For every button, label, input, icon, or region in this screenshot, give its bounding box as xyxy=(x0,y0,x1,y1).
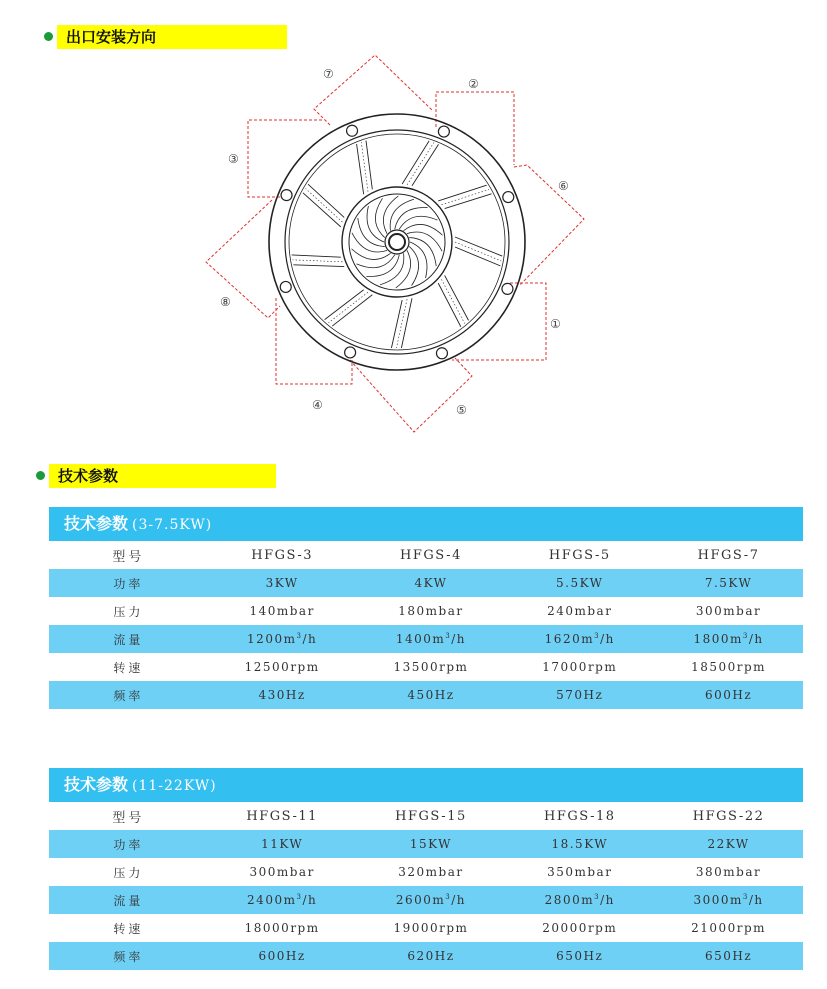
table-range: (11-22KW) xyxy=(132,778,217,794)
table-cell: 7.5KW xyxy=(704,576,753,590)
row-label: 转速 xyxy=(113,921,144,936)
guide-vane xyxy=(438,185,491,208)
outlet-outline-1 xyxy=(452,283,546,360)
label-7: ⑦ xyxy=(323,67,334,81)
guide-vane xyxy=(357,141,373,195)
table-cell: 320mbar xyxy=(398,865,464,879)
row-label: 压力 xyxy=(113,604,144,619)
table-cell: 450Hz xyxy=(407,688,455,702)
model-name: HFGS-7 xyxy=(697,547,760,563)
outlet-outline-3 xyxy=(248,120,322,197)
table-cell: 12500rpm xyxy=(244,660,320,674)
table-cell: 600Hz xyxy=(258,949,306,963)
table-cell: $2800m^3/h$ xyxy=(544,893,615,907)
section-title: 技术参数 xyxy=(49,464,276,488)
table-cell: 570Hz xyxy=(556,688,604,702)
table-row xyxy=(49,681,803,709)
model-name: HFGS-4 xyxy=(400,547,462,563)
table-cell: 4KW xyxy=(414,576,448,590)
label-3: ③ xyxy=(228,152,239,166)
table-cell: 20000rpm xyxy=(542,921,618,935)
model-name: HFGS-3 xyxy=(251,547,314,563)
table-cell: 300mbar xyxy=(249,865,315,879)
table-header-row xyxy=(49,541,803,569)
guide-vane xyxy=(391,298,412,348)
table-row xyxy=(49,653,803,681)
table-cell: 430Hz xyxy=(258,688,306,702)
table-cell: $1200m^3/h$ xyxy=(247,632,318,646)
table-title-bar xyxy=(49,768,803,802)
outlet-outline-8 xyxy=(206,200,280,318)
table-row xyxy=(49,830,803,858)
table-cell: 3KW xyxy=(265,576,299,590)
table-cell: 180mbar xyxy=(398,604,464,618)
guide-vane xyxy=(455,237,502,266)
table-cell: 18000rpm xyxy=(244,921,320,935)
row-label: 流量 xyxy=(113,632,144,647)
table-cell: 21000rpm xyxy=(691,921,767,935)
table-cell: 19000rpm xyxy=(393,921,469,935)
row-label: 型号 xyxy=(112,549,145,565)
bolt-hole-icon xyxy=(502,283,513,294)
model-name: HFGS-15 xyxy=(395,808,467,824)
guide-vane xyxy=(438,275,468,326)
table-row xyxy=(49,858,803,886)
table-cell: $3000m^3/h$ xyxy=(693,893,764,907)
section-heading-tech xyxy=(36,464,281,488)
spec-table-large xyxy=(49,768,803,970)
row-label: 流量 xyxy=(113,893,144,908)
label-6: ⑥ xyxy=(558,179,569,193)
table-range: (3-7.5KW) xyxy=(132,517,213,533)
table-cell: $2600m^3/h$ xyxy=(395,893,467,907)
table-cell: 22KW xyxy=(707,837,750,851)
row-label: 型号 xyxy=(112,810,145,826)
table-cell: $2400m^3/h$ xyxy=(247,893,318,907)
table-cell: 18.5KW xyxy=(551,837,609,851)
table-row xyxy=(49,942,803,970)
table-row xyxy=(49,914,803,942)
outlet-direction-diagram xyxy=(0,0,827,460)
row-label: 功率 xyxy=(113,576,144,591)
model-name: HFGS-18 xyxy=(543,808,616,824)
guide-vane xyxy=(325,290,373,326)
bolt-hole-icon xyxy=(281,190,292,201)
spec-table-small xyxy=(49,507,803,709)
model-name: HFGS-11 xyxy=(246,808,318,824)
table-cell: 620Hz xyxy=(407,949,455,963)
guide-vane xyxy=(292,255,345,267)
table-row xyxy=(49,886,803,914)
model-name: HFGS-5 xyxy=(548,547,611,563)
guide-vane xyxy=(402,141,438,186)
table-cell: 350mbar xyxy=(547,865,613,879)
row-label: 功率 xyxy=(113,837,144,852)
row-label: 频率 xyxy=(113,949,144,964)
bolt-hole-icon xyxy=(436,348,447,359)
table-cell: 13500rpm xyxy=(393,660,469,674)
bolt-hole-icon xyxy=(438,126,449,137)
table-cell: $1400m^3/h$ xyxy=(395,632,467,646)
table-cell: 300mbar xyxy=(695,604,762,618)
table-row xyxy=(49,625,803,653)
model-name: HFGS-22 xyxy=(692,808,765,824)
table-title: 技术参数 xyxy=(64,514,129,533)
table-header-row xyxy=(49,802,803,830)
table-cell: 240mbar xyxy=(547,604,613,618)
table-cell: 5.5KW xyxy=(556,576,604,590)
table-cell: 600Hz xyxy=(704,688,753,702)
table-row xyxy=(49,597,803,625)
label-1: ① xyxy=(550,317,561,331)
table-cell: 15KW xyxy=(409,837,453,851)
bolt-hole-icon xyxy=(345,347,356,358)
table-cell: $1620m^3/h$ xyxy=(544,632,615,646)
bullet-dot-icon xyxy=(36,471,45,480)
row-label: 频率 xyxy=(113,688,144,703)
table-cell: 650Hz xyxy=(704,949,753,963)
row-label: 转速 xyxy=(113,660,144,675)
table-cell: 18500rpm xyxy=(691,660,767,674)
table-cell: 11KW xyxy=(261,837,304,851)
table-cell: 140mbar xyxy=(249,604,315,618)
table-row xyxy=(49,569,803,597)
bolt-hole-icon xyxy=(280,281,291,292)
table-title-bar xyxy=(49,507,803,541)
blower-body xyxy=(269,114,525,370)
label-5: ⑤ xyxy=(456,403,467,417)
table-cell: 380mbar xyxy=(695,865,762,879)
table-cell: 17000rpm xyxy=(542,660,618,674)
section-title: 出口安装方向 xyxy=(57,25,287,49)
label-2: ② xyxy=(468,77,479,91)
table-title: 技术参数 xyxy=(64,775,129,794)
guide-vane xyxy=(303,184,344,227)
bolt-hole-icon xyxy=(503,192,514,203)
label-4: ④ xyxy=(312,398,323,412)
label-8: ⑧ xyxy=(220,295,231,309)
table-cell: $1800m^3/h$ xyxy=(693,632,764,646)
bolt-hole-icon xyxy=(347,125,358,136)
table-cell: 650Hz xyxy=(556,949,604,963)
row-label: 压力 xyxy=(113,865,144,880)
